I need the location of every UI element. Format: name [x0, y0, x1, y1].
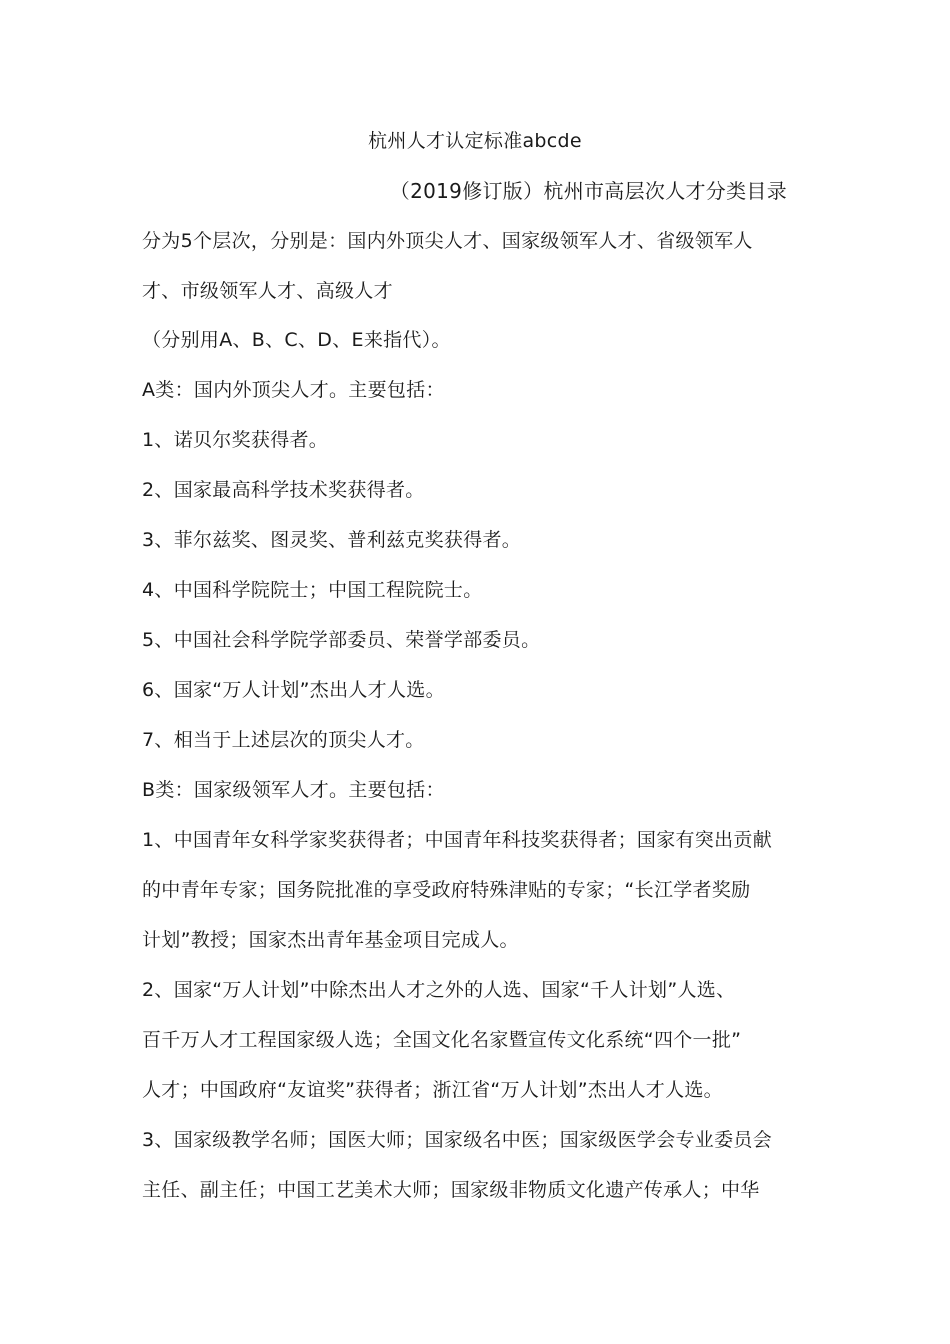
list-item: 3、国家级教学名师；国医大师；国家级名中医；国家级医学会专业委员会	[142, 1129, 772, 1151]
list-item: 6、国家“万人计划”杰出人才人选。	[142, 679, 445, 701]
list-item: 2、国家“万人计划”中除杰出人才之外的人选、国家“千人计划”人选、	[142, 979, 736, 1001]
list-item: 7、相当于上述层次的顶尖人才。	[142, 729, 425, 751]
list-item: 1、中国青年女科学家奖获得者；中国青年科技奖获得者；国家有突出贡献	[142, 829, 772, 851]
paragraph-line: 分为5个层次，分别是：国内外顶尖人才、国家级领军人才、省级领军人	[142, 230, 753, 252]
list-item: 2、国家最高科学技术奖获得者。	[142, 479, 425, 501]
list-item: 5、中国社会科学院学部委员、荣誉学部委员。	[142, 629, 541, 651]
paragraph-line: （分别用A、B、C、D、E来指代）。	[142, 329, 451, 351]
list-item-continuation: 主任、副主任；中国工艺美术大师；国家级非物质文化遗产传承人；中华	[142, 1179, 760, 1201]
section-heading-b: B类：国家级领军人才。主要包括：	[142, 779, 445, 801]
list-item-continuation: 人才；中国政府“友谊奖”获得者；浙江省“万人计划”杰出人才人选。	[142, 1079, 723, 1101]
list-item: 3、菲尔兹奖、图灵奖、普利兹克奖获得者。	[142, 529, 522, 551]
list-item: 4、中国科学院院士；中国工程院院士。	[142, 579, 483, 601]
document-subtitle: （2019修订版）杭州市高层次人才分类目录	[389, 179, 787, 203]
list-item: 1、诺贝尔奖获得者。	[142, 429, 329, 451]
paragraph-line: 才、市级领军人才、高级人才	[142, 280, 393, 302]
list-item-continuation: 百千万人才工程国家级人选；全国文化名家暨宣传文化系统“四个一批”	[142, 1029, 742, 1051]
section-heading-a: A类：国内外顶尖人才。主要包括：	[142, 379, 445, 401]
list-item-continuation: 的中青年专家；国务院批准的享受政府特殊津贴的专家；“长江学者奖励	[142, 879, 751, 901]
list-item-continuation: 计划”教授；国家杰出青年基金项目完成人。	[142, 929, 519, 951]
document-title: 杭州人才认定标准abcde	[368, 130, 582, 152]
